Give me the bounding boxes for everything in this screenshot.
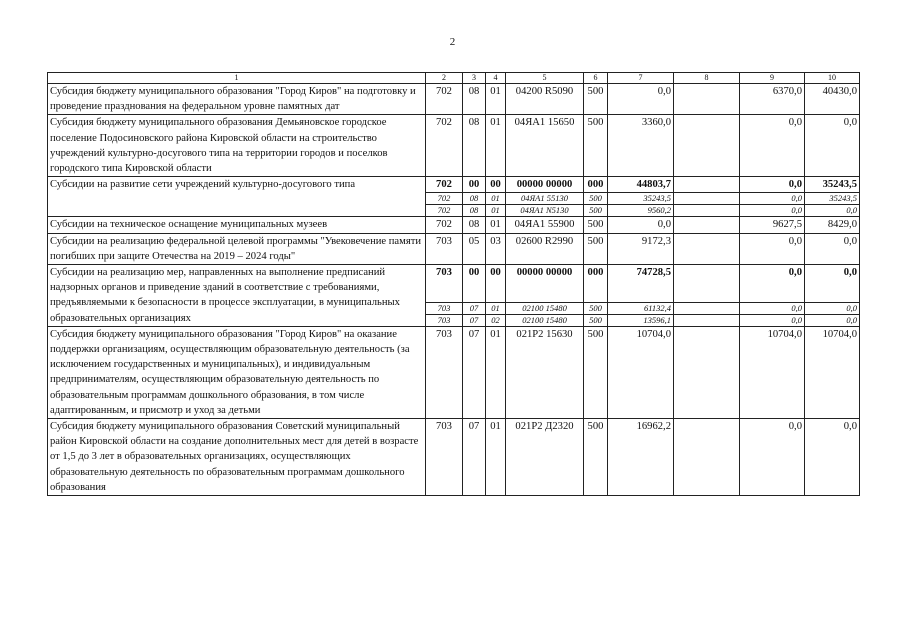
sub-cell-c8: [674, 193, 740, 205]
cell-c8: [674, 115, 740, 177]
cell-c7: 3360,0: [608, 115, 674, 177]
cell-c3: 07: [463, 419, 486, 496]
sub-cell-c10: 0,0: [805, 205, 860, 217]
sub-cell-c2: 703: [426, 314, 463, 326]
table-row: [48, 217, 860, 233]
row-name: Субсидии на техническое оснащение муниципальных музеев: [48, 217, 426, 233]
cell-c10: 0,0: [805, 115, 860, 177]
sub-cell-c3: 07: [463, 302, 486, 314]
row-name: Субсидии на реализацию мер, направленных на выполнение предписаний надзорных органов и приведение зданий в соответствие с требованиями, предъявляемыми к безопасности в процессе эксплуатации, в муниципальных образовательных организациях: [48, 265, 426, 327]
cell-c9: 6370,0: [740, 84, 805, 115]
cell-c3: 00: [463, 177, 486, 193]
cell-c8: [674, 84, 740, 115]
cell-c10: 8429,0: [805, 217, 860, 233]
column-number-row: [48, 73, 860, 84]
row-name: Субсидия бюджету муниципального образования "Город Киров" на оказание поддержки организациям, осуществляющим образовательную деятельность (за исключением государственных и муниципальных), и индивидуальным предпринимателям, осуществляющим образовательную деятельность по образовательным программам дошкольного образования, в том числе адаптированным, и присмотр и уход за детьми: [48, 326, 426, 418]
cell-c8: [674, 217, 740, 233]
sub-cell-c6: 500: [584, 205, 608, 217]
cell-c10: 40430,0: [805, 84, 860, 115]
cell-c2: 702: [426, 177, 463, 193]
column-number-10: 10: [805, 73, 860, 84]
sub-cell-c10: 0,0: [805, 314, 860, 326]
cell-c9: 0,0: [740, 233, 805, 264]
cell-c7: 16962,2: [608, 419, 674, 496]
sub-cell-c3: 08: [463, 205, 486, 217]
cell-c2: 703: [426, 233, 463, 264]
sub-cell-c4: 01: [486, 193, 506, 205]
cell-c7: 74728,5: [608, 265, 674, 303]
sub-cell-c3: 08: [463, 193, 486, 205]
cell-c4: 01: [486, 217, 506, 233]
cell-c3: 08: [463, 84, 486, 115]
cell-c3: 08: [463, 115, 486, 177]
row-name: Субсидия бюджету муниципального образования Советский муниципальный район Кировской области на создание дополнительных мест для детей в возрасте от 1,5 до 3 лет в образовательных организациях, осуществляющих образовательную деятельность по образовательным программам дошкольного образования: [48, 419, 426, 496]
table-row: [48, 177, 860, 193]
sub-cell-c9: 0,0: [740, 193, 805, 205]
sub-cell-c4: 01: [486, 302, 506, 314]
cell-c4: 01: [486, 115, 506, 177]
cell-c8: [674, 265, 740, 303]
sub-cell-c3: 07: [463, 314, 486, 326]
cell-c6: 500: [584, 419, 608, 496]
cell-c2: 703: [426, 419, 463, 496]
cell-c9: 0,0: [740, 177, 805, 193]
column-number-2: 2: [426, 73, 463, 84]
row-name: Субсидия бюджету муниципального образования "Город Киров" на подготовку и проведение празднования на федеральном уровне памятных дат: [48, 84, 426, 115]
cell-c5: 00000 00000: [506, 177, 584, 193]
cell-c7: 10704,0: [608, 326, 674, 418]
table-row: [48, 265, 860, 303]
cell-c5: 021P2 Д2320: [506, 419, 584, 496]
table-row: [48, 326, 860, 418]
cell-c4: 01: [486, 419, 506, 496]
cell-c2: 702: [426, 217, 463, 233]
cell-c8: [674, 419, 740, 496]
cell-c9: 0,0: [740, 265, 805, 303]
sub-cell-c9: 0,0: [740, 302, 805, 314]
sub-cell-c7: 9560,2: [608, 205, 674, 217]
cell-c10: 10704,0: [805, 326, 860, 418]
sub-cell-c8: [674, 205, 740, 217]
sub-cell-c2: 702: [426, 205, 463, 217]
cell-c4: 00: [486, 265, 506, 303]
budget-table: [47, 72, 860, 496]
sub-cell-c2: 703: [426, 302, 463, 314]
column-number-3: 3: [463, 73, 486, 84]
cell-c4: 03: [486, 233, 506, 264]
cell-c7: 0,0: [608, 217, 674, 233]
column-number-9: 9: [740, 73, 805, 84]
cell-c6: 000: [584, 177, 608, 193]
column-number-4: 4: [486, 73, 506, 84]
cell-c6: 500: [584, 115, 608, 177]
table-row: [48, 233, 860, 264]
sub-cell-c5: 04ЯА1 N5130: [506, 205, 584, 217]
column-number-8: 8: [674, 73, 740, 84]
cell-c10: 35243,5: [805, 177, 860, 193]
cell-c5: 02600 R2990: [506, 233, 584, 264]
sub-cell-c10: 0,0: [805, 302, 860, 314]
cell-c5: 021P2 15630: [506, 326, 584, 418]
sub-cell-c6: 500: [584, 302, 608, 314]
cell-c9: 0,0: [740, 115, 805, 177]
cell-c10: 0,0: [805, 265, 860, 303]
table-row: [48, 84, 860, 115]
cell-c6: 500: [584, 233, 608, 264]
sub-cell-c5: 02100 15480: [506, 302, 584, 314]
column-number-6: 6: [584, 73, 608, 84]
cell-c9: 10704,0: [740, 326, 805, 418]
sub-cell-c10: 35243,5: [805, 193, 860, 205]
cell-c5: 00000 00000: [506, 265, 584, 303]
cell-c8: [674, 233, 740, 264]
cell-c7: 9172,3: [608, 233, 674, 264]
column-number-7: 7: [608, 73, 674, 84]
row-name: Субсидии на реализацию федеральной целевой программы "Увековечение памяти погибших при защите Отечества на 2019 – 2024 годы": [48, 233, 426, 264]
cell-c3: 08: [463, 217, 486, 233]
row-name: Субсидии на развитие сети учреждений культурно-досугового типа: [48, 177, 426, 217]
cell-c3: 00: [463, 265, 486, 303]
cell-c6: 500: [584, 217, 608, 233]
column-number-5: 5: [506, 73, 584, 84]
sub-cell-c6: 500: [584, 193, 608, 205]
cell-c6: 500: [584, 84, 608, 115]
cell-c3: 05: [463, 233, 486, 264]
sub-cell-c9: 0,0: [740, 314, 805, 326]
sub-cell-c7: 35243,5: [608, 193, 674, 205]
cell-c10: 0,0: [805, 419, 860, 496]
cell-c8: [674, 326, 740, 418]
page-number: 2: [449, 36, 456, 48]
cell-c9: 0,0: [740, 419, 805, 496]
sub-cell-c4: 02: [486, 314, 506, 326]
cell-c7: 0,0: [608, 84, 674, 115]
sub-cell-c4: 01: [486, 205, 506, 217]
sub-cell-c2: 702: [426, 193, 463, 205]
cell-c5: 04ЯА1 15650: [506, 115, 584, 177]
cell-c4: 01: [486, 84, 506, 115]
cell-c2: 702: [426, 84, 463, 115]
cell-c6: 000: [584, 265, 608, 303]
cell-c6: 500: [584, 326, 608, 418]
cell-c8: [674, 177, 740, 193]
table-body: [48, 73, 860, 496]
cell-c2: 702: [426, 115, 463, 177]
cell-c10: 0,0: [805, 233, 860, 264]
sub-cell-c7: 13596,1: [608, 314, 674, 326]
sub-cell-c6: 500: [584, 314, 608, 326]
cell-c4: 01: [486, 326, 506, 418]
sub-cell-c5: 02100 15480: [506, 314, 584, 326]
cell-c9: 9627,5: [740, 217, 805, 233]
cell-c2: 703: [426, 265, 463, 303]
table-row: [48, 115, 860, 177]
cell-c2: 703: [426, 326, 463, 418]
sub-cell-c9: 0,0: [740, 205, 805, 217]
column-number-1: 1: [48, 73, 426, 84]
cell-c7: 44803,7: [608, 177, 674, 193]
cell-c3: 07: [463, 326, 486, 418]
row-name: Субсидия бюджету муниципального образования Демьяновское городское поселение Подосиновского района Кировской области на строительство учреждений культурно-досугового типа на территории городов и поселков городского типа Кировской области: [48, 115, 426, 177]
cell-c4: 00: [486, 177, 506, 193]
sub-cell-c5: 04ЯА1 55130: [506, 193, 584, 205]
cell-c5: 04ЯА1 55900: [506, 217, 584, 233]
cell-c5: 04200 R5090: [506, 84, 584, 115]
sub-cell-c8: [674, 314, 740, 326]
sub-cell-c7: 61132,4: [608, 302, 674, 314]
table-row: [48, 419, 860, 496]
sub-cell-c8: [674, 302, 740, 314]
